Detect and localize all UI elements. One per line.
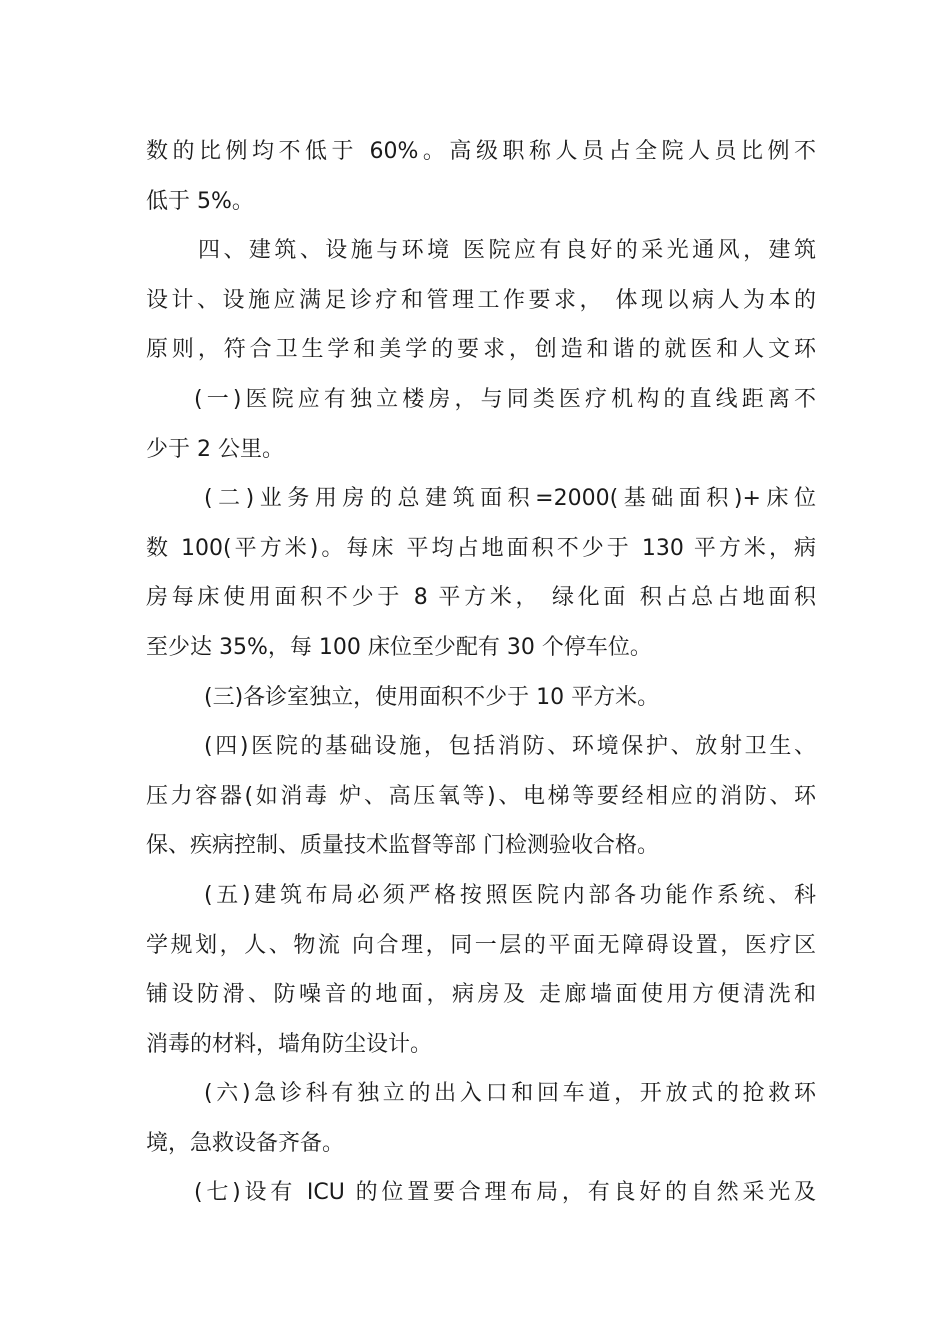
- list-item-7: (七)设有 ICU 的位置要合理布局，有良好的自然采光及: [194, 1180, 816, 1206]
- text-line: 至少达 35%，每 100 床位至少配有 30 个停车位。: [146, 634, 652, 660]
- text-line: 学规划，人、物流 向合理，同一层的平面无障碍设置，医疗区: [146, 932, 816, 958]
- text-line: 低于 5%。: [146, 188, 254, 214]
- text-line: 境，急救设备齐备。: [146, 1130, 345, 1156]
- list-item-6: (六)急诊科有独立的出入口和回车道，开放式的抢救环: [204, 1081, 816, 1107]
- text-line: 房每床使用面积不少于 8 平方米， 绿化面 积占总占地面积: [146, 585, 816, 611]
- text-line: 少于 2 公里。: [146, 436, 284, 462]
- text-line: 保、疾病控制、质量技术监督等部 门检测验收合格。: [146, 833, 659, 859]
- text-line: 原则，符合卫生学和美学的要求，创造和谐的就医和人文环: [146, 337, 816, 363]
- section-heading: 四、建筑、设施与环境 医院应有良好的采光通风，建筑: [198, 238, 816, 264]
- document-body: [146, 127, 816, 1218]
- text-line: 设计、设施应满足诊疗和管理工作要求， 体现以病人为本的: [146, 287, 816, 313]
- list-item-1: (一)医院应有独立楼房，与同类医疗机构的直线距离不: [194, 386, 816, 412]
- text-line: 铺设防滑、防噪音的地面，病房及 走廊墙面使用方便清洗和: [146, 982, 816, 1008]
- text-line: 数 100(平方米)。每床 平均占地面积不少于 130 平方米，病: [146, 535, 816, 561]
- list-item-5: (五)建筑布局必须严格按照医院内部各功能作系统、科: [204, 882, 816, 908]
- text-line: 数的比例均不低于 60%。高级职称人员占全院人员比例不: [146, 139, 816, 164]
- text-line: 消毒的材料，墙角防尘设计。: [146, 1031, 433, 1057]
- list-item-3: (三)各诊室独立，使用面积不少于 10 平方米。: [204, 684, 660, 710]
- text-line: 压力容器(如消毒 炉、高压氧等)、电梯等要经相应的消防、环: [146, 783, 816, 809]
- list-item-4: (四)医院的基础设施，包括消防、环境保护、放射卫生、: [204, 734, 816, 760]
- list-item-2: (二)业务用房的总建筑面积=2000(基础面积)+床位: [204, 486, 816, 512]
